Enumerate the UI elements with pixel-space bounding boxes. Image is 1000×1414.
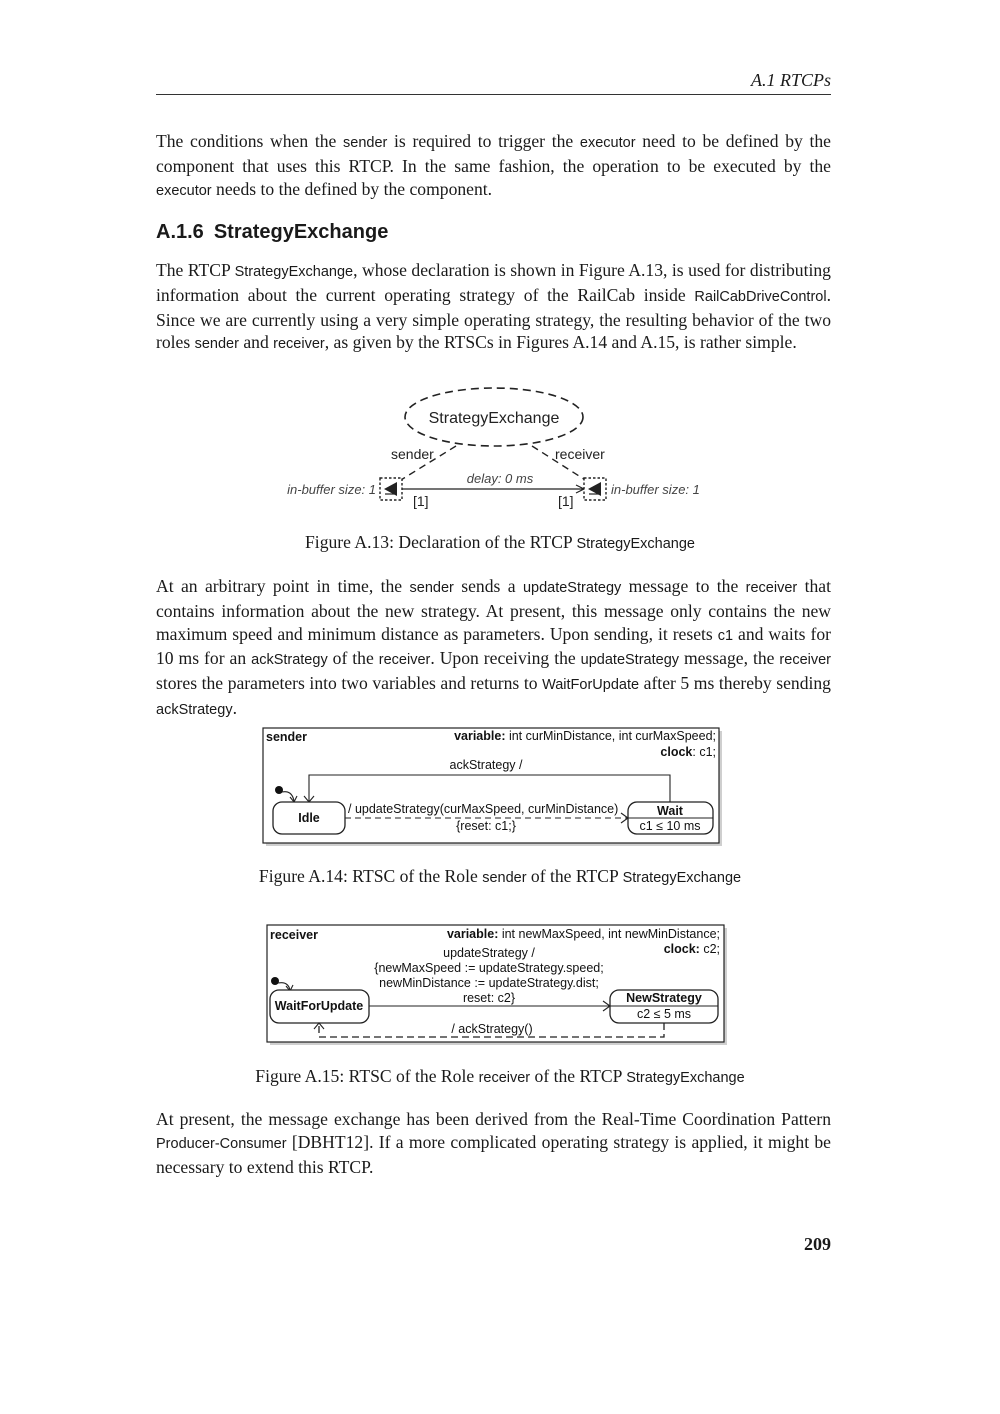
variable-declaration: int newMaxSpeed, int newMinDistance; bbox=[498, 927, 720, 941]
svg-text:clock: c1; bbox=[660, 745, 716, 759]
in-buffer-size-right: in-buffer size: 1 bbox=[611, 482, 700, 497]
svg-text:variable: int newMaxSpeed, int bbox=[447, 927, 720, 941]
paragraph-strategy-exchange: The RTCP StrategyExchange, whose declaration is shown in Figure A.13, is used for distributing information about the current operating strategy of the RailCab inside RailCabDriveControl. Since we are currently using a very simple operating strategy, the resulting behavior of the two roles sender and receiver, as given by the RTSCs in Figures A.14 and A.15, is rather simple. bbox=[156, 260, 831, 353]
transition-ack-label: / ackStrategy() bbox=[451, 1022, 533, 1036]
in-buffer-size-left: in-buffer size: 1 bbox=[287, 482, 376, 497]
clock-declaration: c2; bbox=[699, 942, 720, 956]
figure-a14-caption: Figure A.14: RTSC of the Role sender of the RTCP StrategyExchange bbox=[258, 866, 742, 886]
section-heading bbox=[156, 221, 388, 244]
figure-a13-diagram bbox=[270, 383, 720, 518]
variable-declaration: int curMinDistance, int curMaxSpeed; bbox=[505, 729, 716, 743]
transition-update-label-line4: reset: c2} bbox=[462, 991, 516, 1005]
svg-text:variable: int curMinDistance, bbox=[454, 729, 716, 743]
state-idle-label: Idle bbox=[298, 811, 320, 825]
transition-update-label-line2: {newMaxSpeed := updateStrategy.speed; bbox=[374, 961, 604, 975]
transition-update-reset: {reset: c1;} bbox=[456, 819, 516, 833]
clock-keyword: clock: bbox=[663, 942, 700, 956]
paragraph-intro: The conditions when the sender is required to trigger the executor need to be defined by the component that uses this RTCP. In the same fashion, the operation to be executed by the executor needs to the defined by the component. bbox=[156, 131, 831, 199]
transition-update-label-line1: updateStrategy / bbox=[443, 946, 535, 960]
figure-a13-caption: Figure A.13: Declaration of the RTCP StrategyExchange bbox=[305, 532, 695, 552]
initial-state-marker bbox=[275, 786, 283, 794]
paragraph-update-strategy: At an arbitrary point in time, the sender sends a updateStrategy message to the receiver that contains information about the new strategy. At present, this message only contains the new maximum speed and minimum distance as parameters. Upon sending, it resets c1 and waits for 10 ms for an ackStrategy of the receiver. Upon receiving the updateStrategy message, the receiver stores the parameters into two variables and returns to WaitForUpdate after 5 ms thereby sending ackStrategy. bbox=[156, 576, 831, 718]
variable-keyword: variable: bbox=[454, 729, 506, 743]
statechart-role-name: receiver bbox=[270, 928, 318, 942]
figure-a15-diagram bbox=[262, 920, 732, 1050]
svg-text:clock: c2; bbox=[664, 942, 720, 956]
clock-declaration: : c1; bbox=[692, 745, 716, 759]
transition-update-label: / updateStrategy(curMaxSpeed, curMinDistance) bbox=[348, 802, 619, 816]
section-number: A.1.6 bbox=[156, 221, 204, 243]
transition-update-label-line3: newMinDistance := updateStrategy.dist; bbox=[379, 976, 599, 990]
paragraph-conclusion: At present, the message exchange has been derived from the Real-Time Coordination Pattern Producer-Consumer [DBHT12]. If a more complicated operating strategy is applied, it might be necessary to extend this RTCP. bbox=[156, 1109, 831, 1177]
transition-ack-label: ackStrategy / bbox=[449, 758, 523, 772]
figure-a15-caption: Figure A.15: RTSC of the Role receiver of the RTCP StrategyExchange bbox=[255, 1066, 745, 1086]
role-label-sender: sender bbox=[391, 446, 434, 462]
statechart-role-name: sender bbox=[266, 730, 307, 744]
multiplicity-right: [1] bbox=[558, 493, 574, 509]
figure-a14-diagram bbox=[258, 722, 728, 850]
state-wait-label: Wait bbox=[657, 804, 683, 818]
sender-port bbox=[380, 478, 402, 500]
pattern-name: StrategyExchange bbox=[428, 410, 560, 427]
page-number: 209 bbox=[804, 1234, 831, 1254]
delay-label: delay: 0 ms bbox=[466, 471, 534, 486]
variable-keyword: variable: bbox=[446, 927, 499, 941]
state-wait-for-update-label: WaitForUpdate bbox=[274, 999, 364, 1013]
state-wait-invariant: c1 ≤ 10 ms bbox=[639, 819, 701, 833]
section-title: StrategyExchange bbox=[213, 221, 389, 243]
running-head: A.1 RTCPs bbox=[750, 70, 831, 90]
clock-keyword: clock bbox=[660, 745, 693, 759]
multiplicity-left: [1] bbox=[413, 493, 429, 509]
state-new-strategy-label: NewStrategy bbox=[626, 991, 702, 1005]
state-new-strategy-invariant: c2 ≤ 5 ms bbox=[636, 1007, 692, 1021]
initial-state-marker bbox=[271, 977, 279, 985]
role-label-receiver: receiver bbox=[555, 446, 605, 462]
receiver-port bbox=[584, 478, 606, 500]
header-rule bbox=[156, 94, 831, 95]
